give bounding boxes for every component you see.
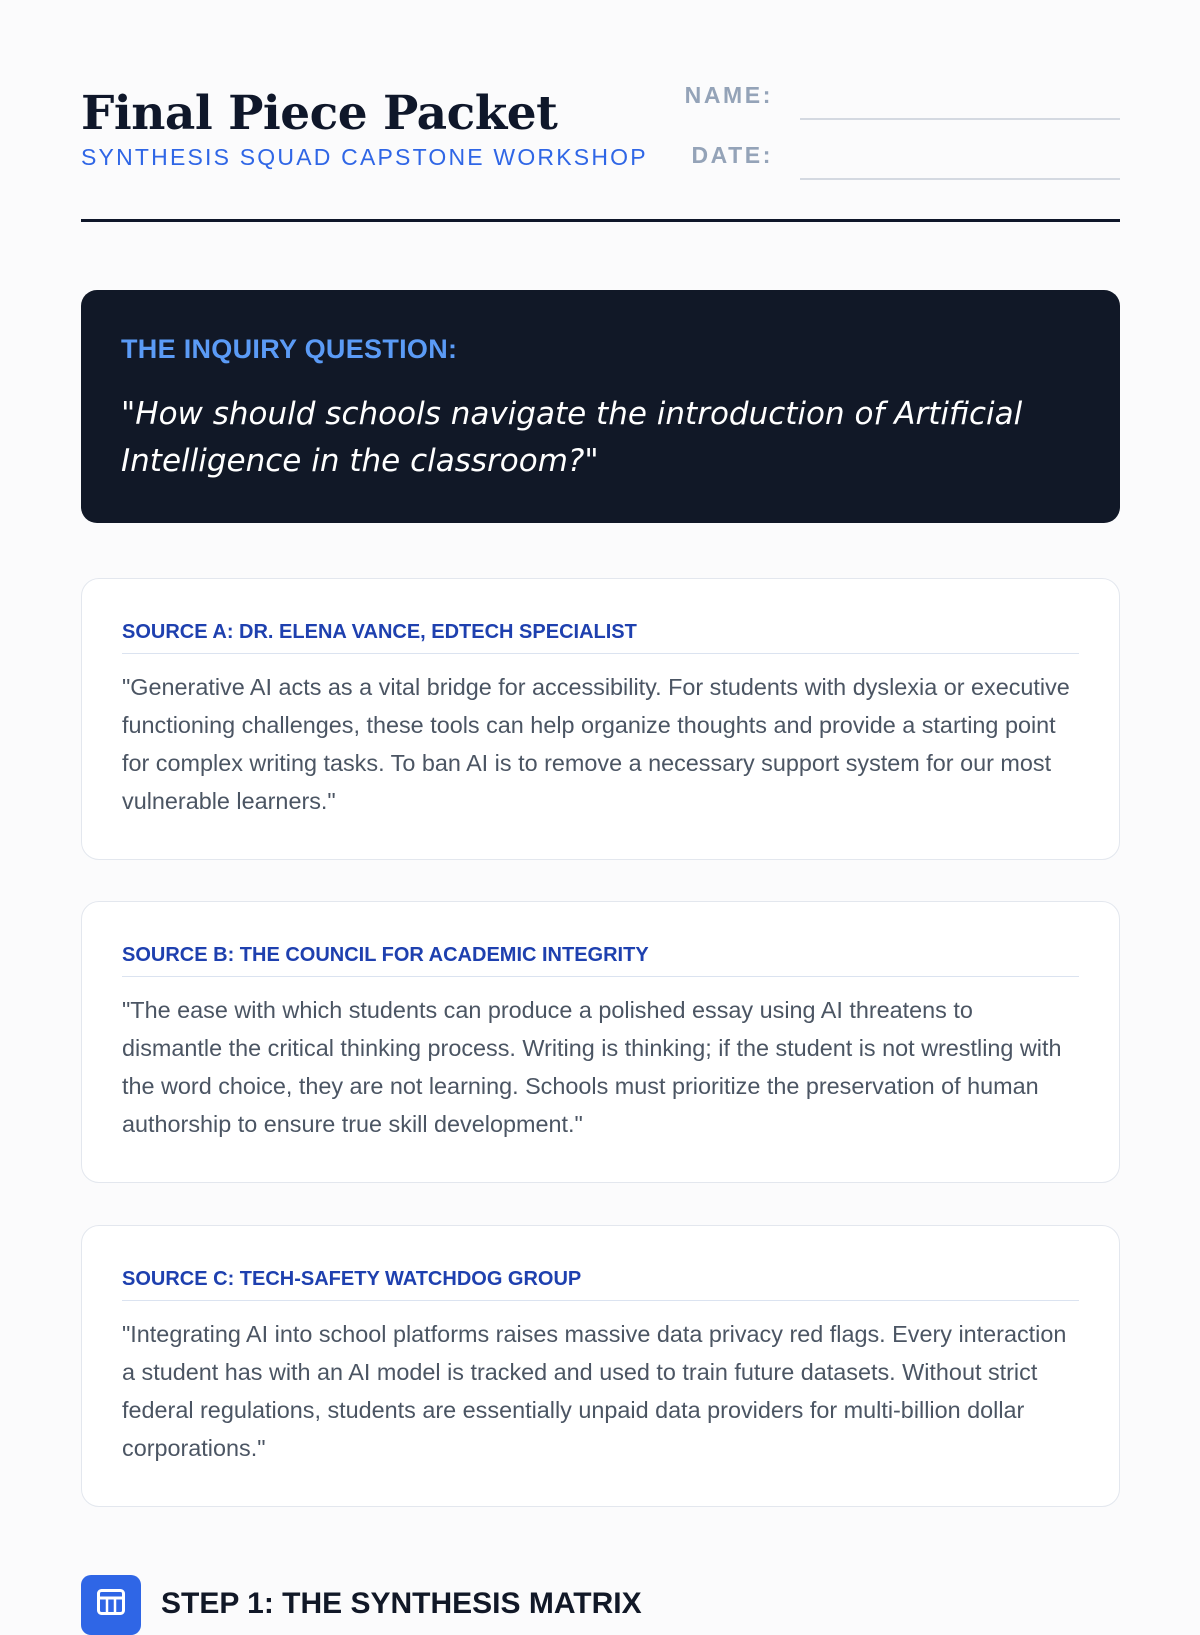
page-subtitle: SYNTHESIS SQUAD CAPSTONE WORKSHOP — [81, 144, 648, 170]
source-quote: "Generative AI acts as a vital bridge for accessibility. For students with dyslexia or executive functioning challenges, these tools can help organize thoughts and provide a starting point for complex writing tasks. To ban AI is to remove a necessary support system for our most vulnerable learners." — [122, 674, 1070, 814]
step-1-header — [81, 1575, 1120, 1635]
name-label: NAME: — [684, 82, 773, 108]
source-card-a — [81, 578, 1120, 860]
worksheet-header — [81, 80, 1120, 222]
source-title: SOURCE A: DR. ELENA VANCE, EDTECH SPECIALIST — [122, 621, 1079, 654]
table-icon — [81, 1575, 141, 1635]
source-title: SOURCE B: THE COUNCIL FOR ACADEMIC INTEGRITY — [122, 944, 1079, 977]
date-field-row — [680, 140, 1120, 180]
date-label: DATE: — [691, 142, 773, 168]
source-card-c — [81, 1225, 1120, 1507]
name-field-row — [680, 80, 1120, 120]
source-quote: "The ease with which students can produce a polished essay using AI threatens to dismantle the critical thinking process. Writing is thinking; if the student is not wrestling with the word choice, they are not learning. Schools must prioritize the preservation of human authorship to ensure true skill development." — [122, 997, 1062, 1137]
header-divider — [81, 219, 1120, 222]
source-title: SOURCE C: TECH-SAFETY WATCHDOG GROUP — [122, 1268, 1079, 1301]
source-quote: "Integrating AI into school platforms raises massive data privacy red flags. Every interaction a student has with an AI model is tracked and used to train future datasets. Without strict federal regulations, students are essentially unpaid data providers for multi-billion dollar corporations." — [122, 1321, 1067, 1461]
source-card-b — [81, 901, 1120, 1183]
date-field[interactable] — [800, 178, 1120, 180]
step-1-title: STEP 1: THE SYNTHESIS MATRIX — [161, 1587, 642, 1620]
inquiry-panel — [81, 290, 1120, 523]
page-title: Final Piece Packet — [81, 86, 558, 141]
inquiry-label: THE INQUIRY QUESTION: — [121, 334, 458, 364]
inquiry-question: "How should schools navigate the introduction of Artificial Intelligence in the classroom?" — [121, 396, 1023, 479]
name-field[interactable] — [800, 118, 1120, 120]
